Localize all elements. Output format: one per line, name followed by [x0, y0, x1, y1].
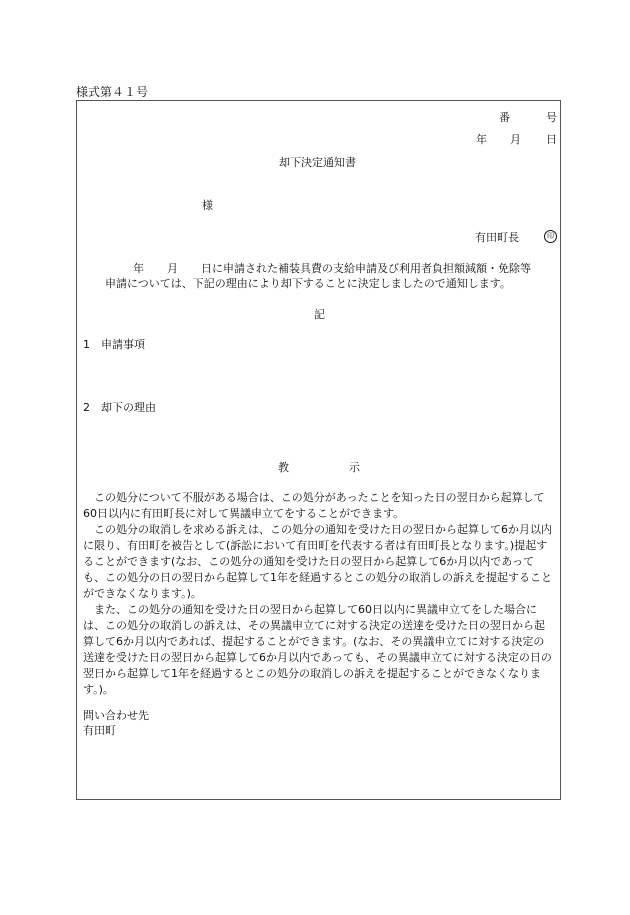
item-1-label: 申請事項 [101, 338, 145, 351]
item-1-number: 1 [83, 338, 90, 351]
document-title: 却下決定通知書 [279, 156, 356, 169]
number-label-1: 番 [499, 111, 510, 124]
contact-value: 有田町 [83, 724, 116, 737]
intro-line1: 日に申請された補装具費の支給申請及び利用者負担額減額・免除等 [201, 262, 531, 275]
contact-label: 問い合わせ先 [83, 709, 149, 722]
date-month-label: 月 [510, 133, 521, 146]
date-year-label: 年 [476, 133, 487, 146]
instruction-body [83, 490, 555, 698]
addressee-suffix: 様 [202, 199, 213, 212]
number-label-2: 号 [546, 111, 557, 124]
instruction-heading-1: 教 [278, 461, 289, 474]
sender-name: 有田町長 [475, 231, 519, 244]
intro-month: 月 [167, 262, 178, 275]
form-number: 様式第４１号 [76, 85, 149, 99]
seal-icon: 印 [544, 230, 557, 243]
intro-line2: 申請については、下記の理由により却下することに決定しましたので通知します。 [105, 277, 511, 290]
instruction-paragraph-3: また、この処分の通知を受けた日の翌日から起算して60日以内に異議申立てをした場合には、この処分の取消しの訴えは、その異議申立てに対する決定の送達を受けた日の翌日から起算して6か月以内であれば、提起することができます。(なお、その異議申立てに対する決定の送達を受けた日の翌日から起算して6か月以内であっても、その異議申立てに対する決定の日の翌日から起算して1年を経過するとこの処分の取消しの訴えを提起することができなくなります。)。 [83, 603, 552, 696]
item-2-number: 2 [83, 401, 90, 414]
instruction-paragraph-2: この処分の取消しを求める訴えは、この処分の通知を受けた日の翌日から起算して6か月以内に限り、有田町を被告として(訴訟において有田町を代表する者は有田町長となります。)提起することができます(なお、この処分の通知を受けた日の翌日から起算して6か月以内であっても、この処分の日の翌日から起算して1年を経過するとこの処分の取消しの訴えを提起することができなくなります。)。 [83, 523, 552, 600]
item-2-label: 却下の理由 [101, 401, 156, 414]
date-day-label: 日 [546, 133, 557, 146]
instruction-paragraph-1: この処分について不服がある場合は、この処分があったことを知った日の翌日から起算して60日以内に有田町長に対して異議申立てをすることができます。 [83, 491, 545, 520]
document-frame [76, 100, 561, 800]
intro-year: 年 [133, 262, 144, 275]
seal-mark [544, 230, 557, 243]
instruction-heading-2: 示 [349, 461, 360, 474]
ki-heading: 記 [314, 308, 325, 321]
